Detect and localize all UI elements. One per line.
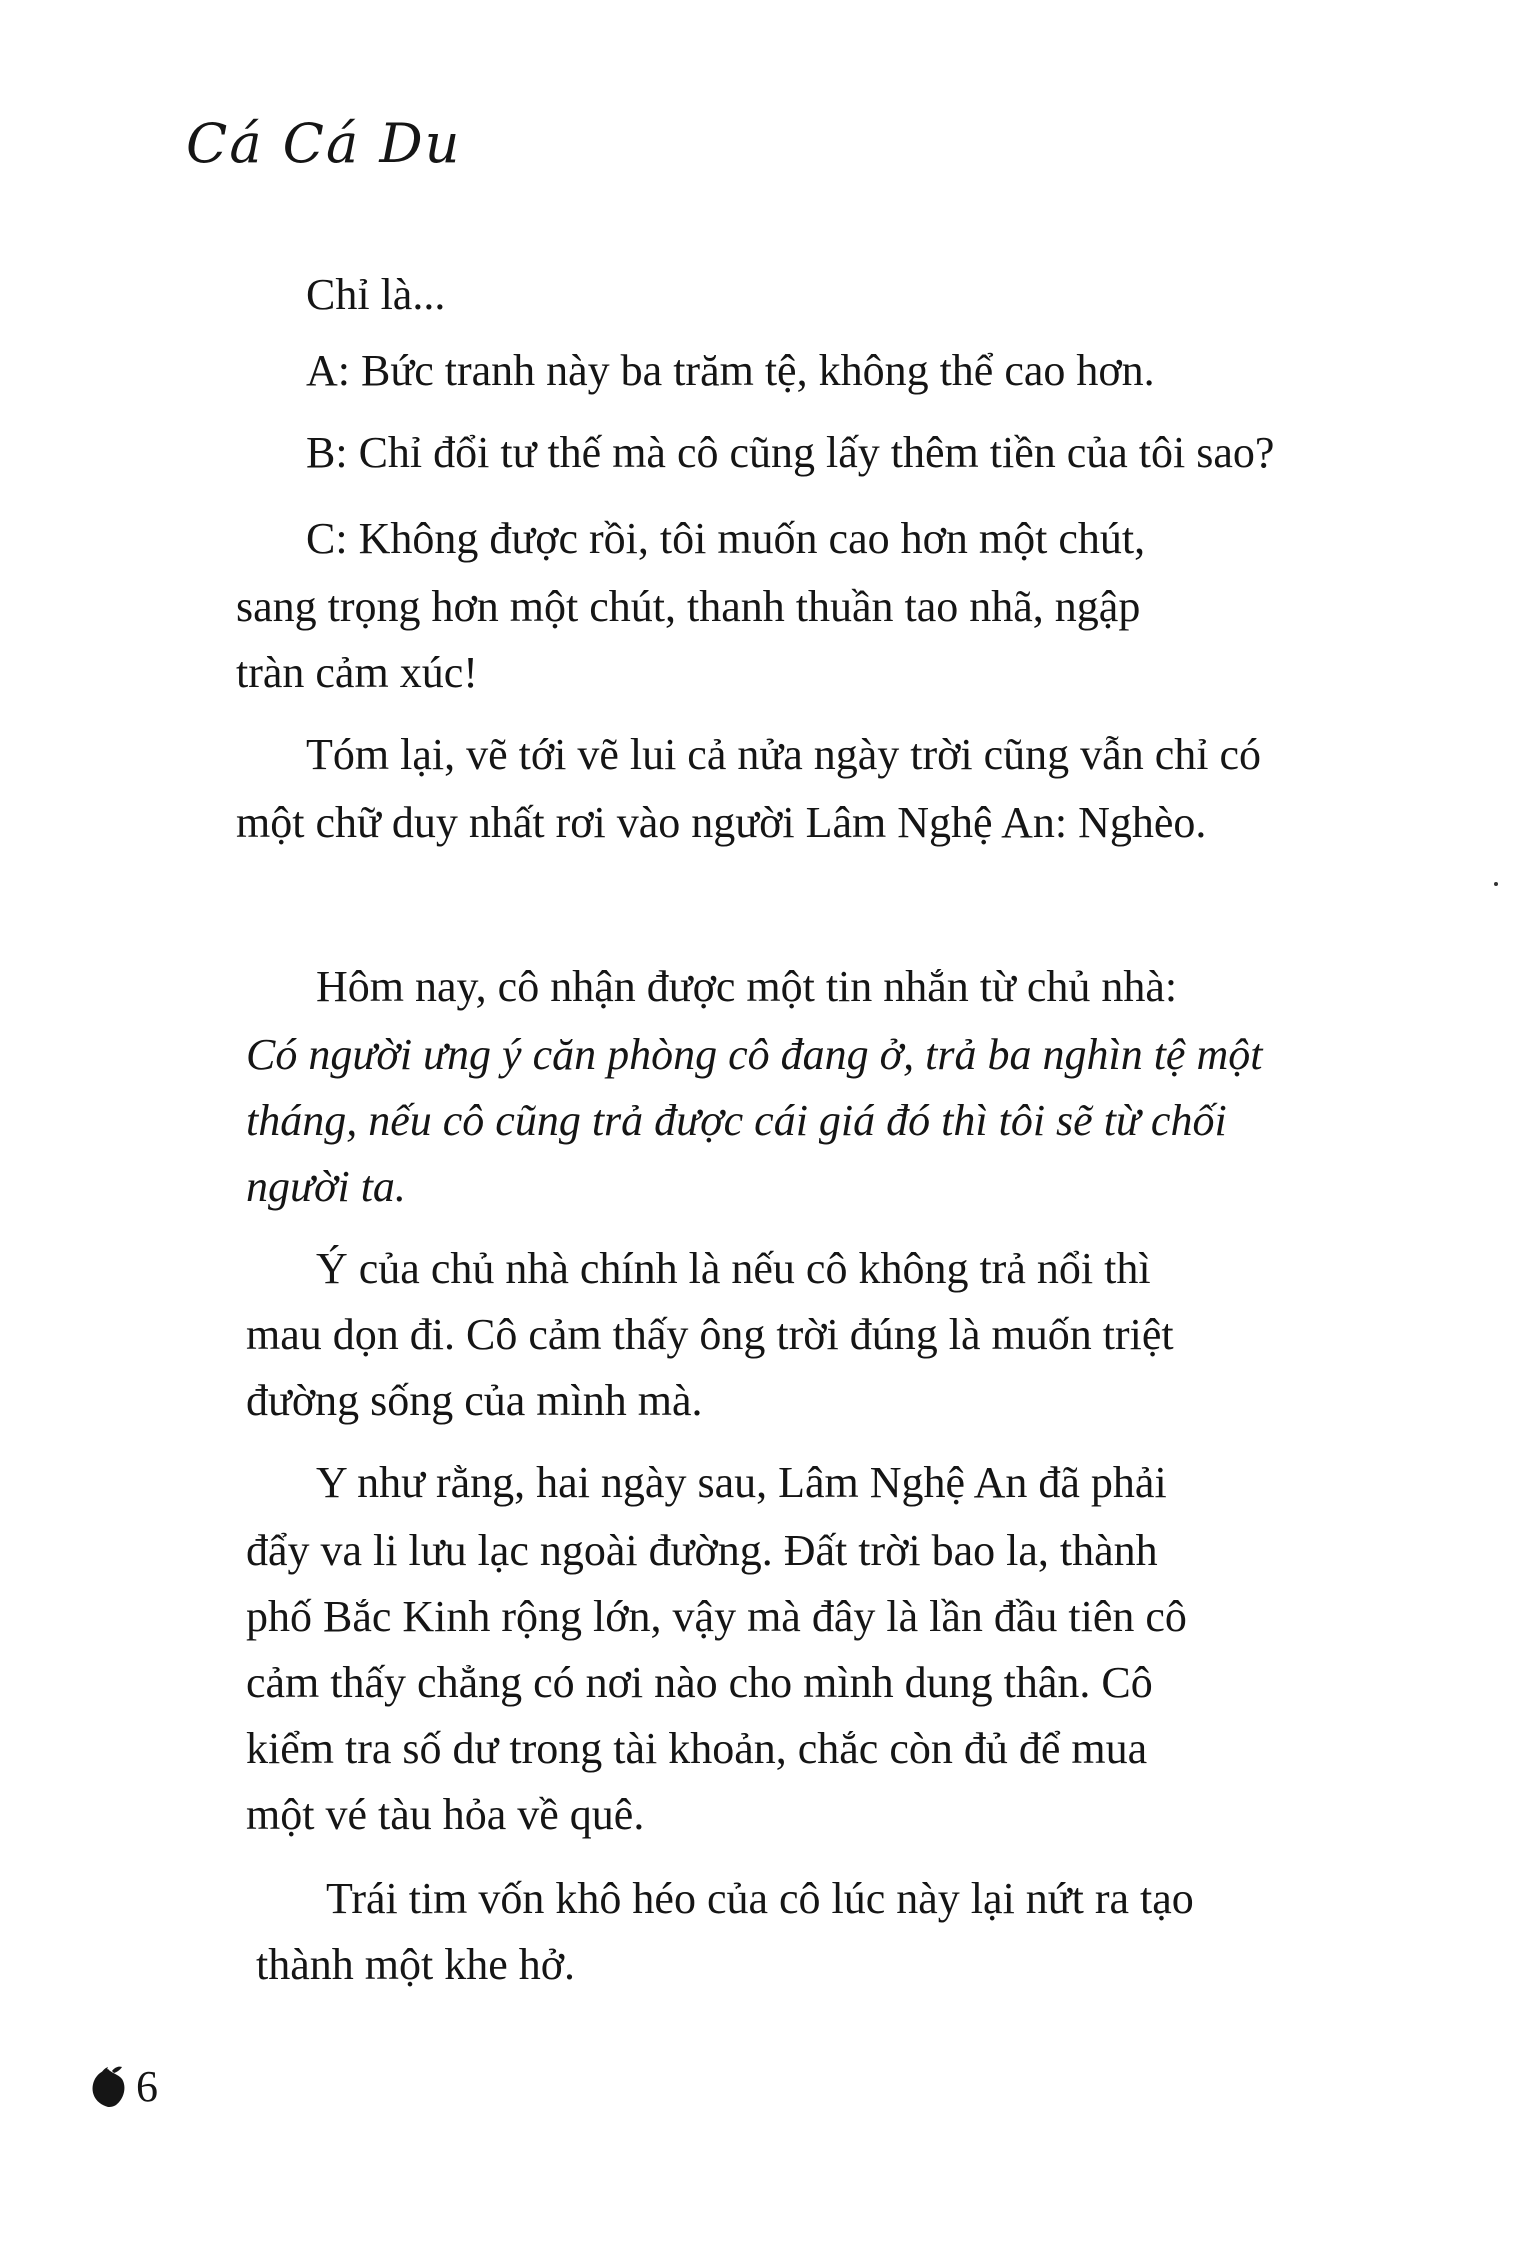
text-line: đường sống của mình mà. — [246, 1376, 703, 1425]
leaf-icon — [88, 2065, 128, 2109]
text-line: một vé tàu hỏa về quê. — [246, 1790, 645, 1839]
text-line: phố Bắc Kinh rộng lớn, vậy mà đây là lần đầu tiên cô — [246, 1592, 1187, 1641]
text-line: sang trọng hơn một chút, thanh thuần tao nhã, ngập — [236, 582, 1141, 631]
text-line: Trái tim vốn khô héo của cô lúc này lại nứt ra tạo — [326, 1874, 1194, 1923]
running-header-author: Cá Cá Du — [186, 112, 462, 175]
text-message-line: Có người ưng ý căn phòng cô đang ở, trả ba nghìn tệ một — [246, 1030, 1263, 1079]
text-line: Ý của chủ nhà chính là nếu cô không trả nổi thì — [316, 1244, 1151, 1293]
text-message-line: tháng, nếu cô cũng trả được cái giá đó thì tôi sẽ từ chối — [246, 1096, 1227, 1145]
text-line: Hôm nay, cô nhận được một tin nhắn từ chủ nhà: — [316, 962, 1178, 1011]
print-speck — [1494, 882, 1498, 886]
page-footer — [88, 2062, 158, 2112]
text-line: B: Chỉ đổi tư thế mà cô cũng lấy thêm tiền của tôi sao? — [306, 428, 1275, 477]
text-line: đẩy va li lưu lạc ngoài đường. Đất trời bao la, thành — [246, 1526, 1158, 1575]
text-line: kiểm tra số dư trong tài khoản, chắc còn đủ để mua — [246, 1724, 1148, 1773]
text-line: tràn cảm xúc! — [236, 648, 478, 697]
text-line: một chữ duy nhất rơi vào người Lâm Nghệ An: Nghèo. — [236, 798, 1207, 847]
text-line: Y như rằng, hai ngày sau, Lâm Nghệ An đã phải — [316, 1458, 1167, 1507]
text-line: A: Bức tranh này ba trăm tệ, không thể cao hơn. — [306, 346, 1155, 395]
page-number: 6 — [136, 2062, 158, 2111]
text-line: Chỉ là... — [306, 270, 446, 319]
text-line: C: Không được rồi, tôi muốn cao hơn một chút, — [306, 514, 1146, 563]
text-line: mau dọn đi. Cô cảm thấy ông trời đúng là muốn triệt — [246, 1310, 1174, 1359]
text-line: cảm thấy chẳng có nơi nào cho mình dung thân. Cô — [246, 1658, 1153, 1707]
text-line: thành một khe hở. — [256, 1940, 575, 1989]
text-message-line: người ta. — [246, 1162, 406, 1211]
text-line: Tóm lại, vẽ tới vẽ lui cả nửa ngày trời cũng vẫn chỉ có — [306, 730, 1261, 779]
